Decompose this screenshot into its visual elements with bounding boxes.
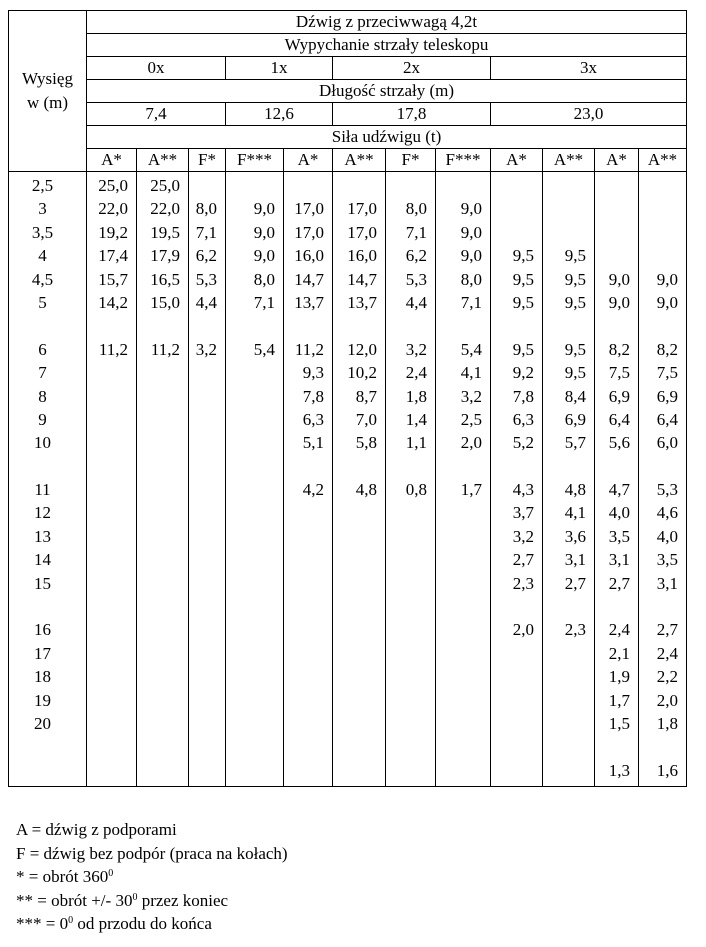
column-header: A* [491,149,543,172]
table-cell [333,455,385,478]
reach-value: 3,5 [31,222,54,242]
table-cell: 22,0 [150,199,180,219]
table-cell: 25,0 [98,176,128,195]
reach-value: 4 [38,246,47,266]
boom-length-3x: 23,0 [491,103,687,126]
table-cell: 8,0 [460,269,482,289]
table-cell: 6,4 [608,409,630,429]
table-cell: 17,4 [98,246,128,266]
legend-star1-sup: 0 [108,868,114,879]
capacity-values [436,174,490,501]
table-cell [226,174,283,197]
table-row [9,172,687,787]
table-cell [226,314,283,337]
table-cell: 5,3 [656,480,679,500]
table-cell: 9,3 [302,363,324,383]
reach-values-cell [9,172,87,787]
table-cell: 9,0 [608,292,630,312]
legend-star2-text: ** = obrót +/- 30 [16,890,133,910]
column-header: F*** [436,149,491,172]
table-cell: 1,1 [405,433,427,453]
table-cell: 5,7 [564,433,586,453]
table-cell: 5,4 [460,339,482,359]
table-cell: 2,3 [564,620,586,640]
table-cell: 1,5 [608,713,630,733]
table-cell: 9,5 [512,339,534,359]
table-cell [639,174,686,197]
table-cell: 2,0 [460,433,482,453]
table-cell: 6,3 [302,409,324,429]
reach-value: 19 [34,690,51,710]
table-cell [639,595,686,618]
table-cell: 2,7 [656,620,679,640]
table-cell: 5,4 [253,339,275,359]
table-cell [543,221,594,244]
reach-value: 9 [38,409,47,429]
table-cell: 7,1 [253,292,275,312]
table-cell: 9,2 [512,363,534,383]
table-cell: 2,3 [512,573,534,593]
table-cell [137,314,188,337]
legend-star2 [16,889,288,913]
table-cell: 3,2 [512,526,534,546]
table-cell: 11,2 [294,339,324,359]
table-cell: 9,5 [564,292,586,312]
table-cell [639,221,686,244]
table-cell [284,314,332,337]
table-cell [639,197,686,220]
table-cell [386,314,435,337]
table-cell: 1,9 [608,667,630,687]
capacity-column [189,172,226,787]
table-cell: 9,0 [608,269,630,289]
table-cell: 3,2 [405,339,427,359]
table-cell: 3,6 [564,526,586,546]
table-cell: 1,4 [405,409,427,429]
table-cell: 5,3 [195,269,217,289]
table-cell: 16,5 [150,269,180,289]
table-title: Dźwig z przeciwwagą 4,2t [87,11,687,34]
capacity-column [595,172,639,787]
table-cell [543,314,594,337]
table-cell: 3,5 [608,526,630,546]
table-cell: 7,1 [460,292,482,312]
reach-value: 12 [34,503,51,523]
capacity-column [491,172,543,787]
table-cell: 6,4 [656,409,679,429]
legend-star2-sup: 0 [132,891,138,903]
table-cell [595,455,638,478]
table-cell [189,314,225,337]
reach-value: 15 [34,573,51,593]
table-cell: 5,8 [355,433,377,453]
table-cell: 22,0 [98,199,128,219]
table-cell: 9,0 [656,292,679,312]
table-cell [595,221,638,244]
table-cell: 3,2 [195,339,217,359]
table-cell: 4,7 [608,480,630,500]
table-cell: 16,0 [347,246,377,266]
table-cell [639,244,686,267]
table-cell: 2,7 [512,550,534,570]
reach-values [9,174,86,782]
column-header: A* [284,149,333,172]
table-cell: 10,2 [347,363,377,383]
table-cell: 6,9 [608,386,630,406]
table-cell: 3,7 [512,503,534,523]
table-cell: 2,4 [656,643,679,663]
legend [16,818,288,936]
table-cell: 17,0 [294,222,324,242]
column-header: A** [639,149,687,172]
table-cell [386,174,435,197]
legend-f: F = dźwig bez podpór (praca na kołach) [16,843,288,863]
capacity-column [639,172,687,787]
table-cell [333,174,385,197]
table-cell: 3,1 [608,550,630,570]
table-cell: 1,3 [608,760,630,780]
table-cell: 9,5 [564,269,586,289]
table-cell: 1,7 [460,480,482,500]
capacity-values [226,174,283,361]
legend-star3-suffix: od przodu do końca [73,914,212,933]
table-cell: 2,1 [608,643,630,663]
table-cell: 11,2 [98,339,128,359]
reach-value: 16 [34,620,51,640]
table-cell: 14,2 [98,292,128,312]
table-cell: 6,9 [564,409,586,429]
capacity-values [189,174,225,361]
boom-length-1x: 12,6 [226,103,333,126]
capacity-values [137,174,188,361]
reach-value: 14 [34,550,51,570]
reach-value: 4,5 [31,269,54,289]
table-subtitle: Wypychanie strzały teleskopu [87,34,687,57]
table-cell: 12,0 [347,339,377,359]
reach-value: 3 [38,199,47,219]
table-cell [639,314,686,337]
table-cell [436,455,490,478]
table-cell: 6,0 [656,433,679,453]
legend-star1-text: * = obrót 360 [16,867,109,886]
table-cell: 7,8 [512,386,534,406]
capacity-label: Siła udźwigu (t) [87,126,687,149]
table-cell: 7,1 [195,222,217,242]
table-cell [543,455,594,478]
table-cell: 8,0 [405,199,427,219]
table-cell: 5,6 [608,433,630,453]
reach-value [9,759,86,782]
table-cell: 2,7 [608,573,630,593]
table-cell [491,314,542,337]
table-cell: 1,7 [608,690,630,710]
extension-2x: 2x [333,57,491,80]
capacity-values [595,174,638,782]
legend-a: A = dźwig z podporami [16,820,177,839]
capacity-values [639,174,686,782]
table-cell: 2,5 [460,409,482,429]
table-cell [595,314,638,337]
reach-value [9,314,86,337]
table-cell: 5,3 [405,269,427,289]
table-cell [595,174,638,197]
table-cell: 1,8 [405,386,427,406]
capacity-column [333,172,386,787]
table-cell: 3,2 [460,386,482,406]
table-cell: 9,5 [512,269,534,289]
table-cell [639,455,686,478]
table-cell: 7,1 [405,222,427,242]
column-header: F* [189,149,226,172]
table-cell: 4,6 [656,503,679,523]
table-cell: 8,0 [253,269,275,289]
table-cell: 5,2 [512,433,534,453]
extension-1x: 1x [226,57,333,80]
table-cell: 2,4 [405,363,427,383]
table-cell [595,595,638,618]
reach-value: 5 [38,292,47,312]
table-cell: 9,0 [460,246,482,266]
table-cell: 9,0 [656,269,679,289]
table-cell: 5,1 [302,433,324,453]
table-cell: 6,2 [195,246,217,266]
table-cell: 3,5 [656,550,679,570]
table-cell: 8,7 [355,386,377,406]
table-cell: 7,5 [656,363,679,383]
table-cell [543,174,594,197]
table-cell [491,595,542,618]
table-cell: 9,0 [460,222,482,242]
column-header: A* [595,149,639,172]
reach-value: 7 [38,363,47,383]
capacity-values [284,174,332,501]
reach-value: 18 [34,667,51,687]
table-cell: 7,5 [608,363,630,383]
table-cell: 8,0 [195,199,217,219]
table-cell: 7,8 [302,386,324,406]
capacity-values [333,174,385,501]
table-cell [491,197,542,220]
table-cell [436,174,490,197]
reach-value: 17 [34,643,51,663]
table-cell: 14,7 [294,269,324,289]
capacity-values [543,174,594,642]
table-cell: 3,1 [564,550,586,570]
table-cell: 9,5 [564,246,586,266]
table-cell: 9,5 [512,246,534,266]
table-cell: 13,7 [294,292,324,312]
table-cell: 14,7 [347,269,377,289]
table-cell: 15,7 [98,269,128,289]
boom-length-2x: 17,8 [333,103,491,126]
table-cell: 2,0 [656,690,679,710]
table-cell: 11,2 [150,339,180,359]
boom-length-0x: 7,4 [87,103,226,126]
reach-value: 11 [34,480,51,500]
column-header: A* [87,149,137,172]
table-cell: 1,8 [656,713,679,733]
table-cell [491,455,542,478]
table-cell: 9,5 [564,339,586,359]
table-cell: 9,0 [253,246,275,266]
table-cell [386,455,435,478]
table-cell [491,174,542,197]
table-cell: 2,2 [656,667,679,687]
table-cell: 4,0 [608,503,630,523]
reach-header-line2: w (m) [26,93,69,112]
table-cell: 6,2 [405,246,427,266]
table-cell: 17,0 [347,199,377,219]
reach-value: 8 [38,386,47,406]
extension-0x: 0x [87,57,226,80]
table-cell: 4,3 [512,480,534,500]
table-cell: 9,0 [253,222,275,242]
table-cell: 4,4 [405,292,427,312]
table-cell: 9,5 [564,363,586,383]
table-cell [333,314,385,337]
table-cell [595,735,638,758]
capacity-values [386,174,435,501]
column-header: F*** [226,149,284,172]
table-cell: 8,4 [564,386,586,406]
table-cell: 2,4 [608,620,630,640]
legend-star3-text: *** = 0 [16,914,69,933]
table-cell: 19,2 [98,222,128,242]
legend-star3-sup: 0 [68,915,74,926]
table-cell: 4,1 [564,503,586,523]
table-cell [189,174,225,197]
table-cell: 19,5 [150,222,180,242]
table-cell: 4,8 [355,480,377,500]
table-cell [543,595,594,618]
capacity-column [436,172,491,787]
legend-star2-suffix: przez koniec [137,890,229,910]
table-cell: 15,0 [150,292,180,312]
table-cell: 16,0 [294,246,324,266]
table-cell: 6,9 [656,386,679,406]
table-cell: 3,1 [656,573,679,593]
reach-value [9,455,86,478]
capacity-values [87,174,136,361]
column-header: A** [333,149,386,172]
table-cell: 13,7 [347,292,377,312]
capacity-column [226,172,284,787]
boom-length-label: Długość strzały (m) [87,80,687,103]
table-cell: 0,8 [405,480,427,500]
table-cell: 6,3 [512,409,534,429]
capacity-column [87,172,137,787]
capacity-values [491,174,542,642]
table-cell: 17,9 [150,246,180,266]
capacity-column [543,172,595,787]
reach-value: 13 [34,526,51,546]
reach-header-line1: Wysięg [22,69,73,88]
column-header: A** [543,149,595,172]
table-cell: 4,4 [195,292,217,312]
reach-value: 2,5 [31,176,54,195]
table-cell: 7,0 [355,409,377,429]
table-cell [595,244,638,267]
column-header: A** [137,149,189,172]
load-chart-table [8,10,687,787]
table-cell [284,174,332,197]
column-header-row [9,149,687,172]
table-cell: 2,0 [512,620,534,640]
table-cell [595,197,638,220]
table-cell: 2,7 [564,573,586,593]
table-cell [436,314,490,337]
capacity-column [137,172,189,787]
table-cell: 1,6 [656,760,679,780]
table-cell: 9,5 [512,292,534,312]
table-cell: 4,2 [302,480,324,500]
table-cell: 4,8 [564,480,586,500]
table-cell: 17,0 [294,199,324,219]
table-cell: 9,0 [253,199,275,219]
table-cell: 9,0 [460,199,482,219]
reach-value: 6 [38,339,47,359]
legend-star1 [16,865,288,889]
column-header: F* [386,149,436,172]
extension-3x: 3x [491,57,687,80]
reach-value [9,595,86,618]
reach-value: 10 [34,433,51,453]
table-cell [284,455,332,478]
capacity-column [386,172,436,787]
legend-star3 [16,912,288,936]
reach-value: 20 [34,713,51,733]
table-cell [87,314,136,337]
table-cell: 4,1 [460,363,482,383]
table-cell [543,197,594,220]
table-cell: 4,0 [656,526,679,546]
table-cell [639,735,686,758]
table-cell: 8,2 [656,339,679,359]
capacity-column [284,172,333,787]
table-cell: 17,0 [347,222,377,242]
table-cell: 25,0 [150,176,180,195]
table-cell: 8,2 [608,339,630,359]
table-cell [491,221,542,244]
reach-column-header [9,11,87,172]
reach-value [9,735,86,758]
